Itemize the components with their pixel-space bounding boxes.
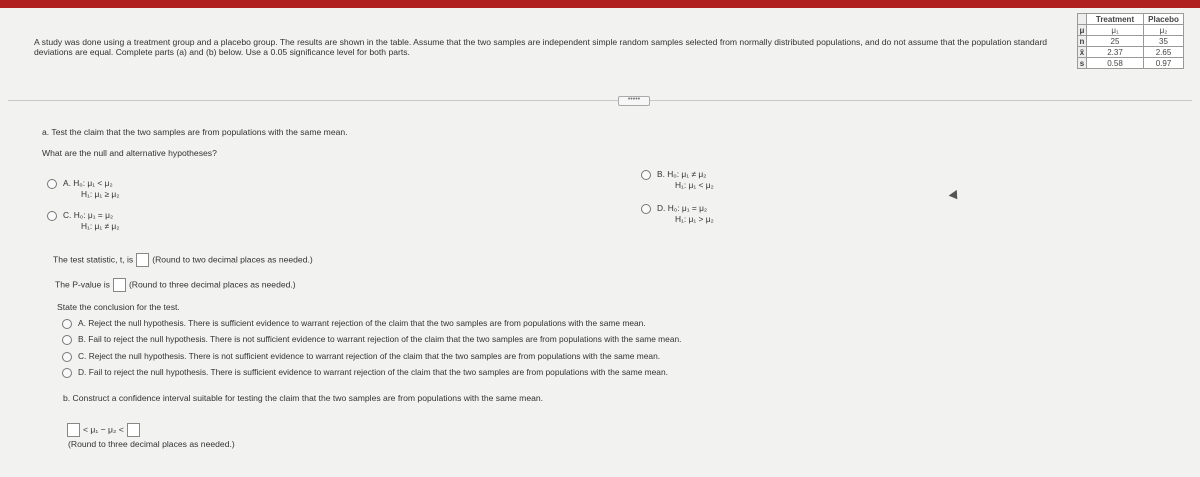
summary-statistics-table	[1077, 13, 1184, 69]
conclusion-radio-c[interactable]	[62, 352, 72, 362]
option-b-h0: H₀: μ₁ ≠ μ₂	[667, 169, 707, 179]
cell-xbar-treatment: 2.37	[1087, 47, 1144, 58]
ci-middle-label: < μ₁ − μ₂ <	[83, 424, 124, 435]
ci-lower-input[interactable]	[67, 423, 80, 437]
conclusion-option-c[interactable]: C. Reject the null hypothesis. There is not sufficient evidence to warrant rejection of the claim that the two samples are from populations with the same mean.	[62, 351, 660, 362]
conclusion-option-d[interactable]: D. Fail to reject the null hypothesis. There is sufficient evidence to warrant rejection of the claim that the two samples are from populations with the same mean.	[62, 367, 668, 378]
part-b-title: b. Construct a confidence interval suitable for testing the claim that the two samples are from populations with the same mean.	[63, 393, 544, 403]
radio-b[interactable]	[641, 170, 651, 180]
conclusion-option-b[interactable]: B. Fail to reject the null hypothesis. There is not sufficient evidence to warrant rejection of the claim that the two samples are from populations with the same mean.	[62, 334, 681, 345]
top-accent-bar	[0, 0, 1200, 8]
conclusion-radio-d[interactable]	[62, 368, 72, 378]
pvalue-row	[55, 278, 296, 292]
conclusion-radio-a[interactable]	[62, 319, 72, 329]
cell-n-treatment: 25	[1087, 36, 1144, 47]
cell-xbar-placebo: 2.65	[1144, 47, 1184, 58]
mouse-cursor-icon	[949, 190, 962, 202]
conclusion-radio-b[interactable]	[62, 335, 72, 345]
hypothesis-option-b[interactable]: B. H₀: μ₁ ≠ μ₂ H₁: μ₁ < μ₂	[641, 169, 714, 191]
radio-a[interactable]	[47, 179, 57, 189]
part-b-hint: (Round to three decimal places as needed.)	[68, 439, 235, 449]
option-b-h1: H₁: μ₁ < μ₂	[675, 180, 714, 190]
cell-mu-placebo: μ₂	[1144, 25, 1184, 36]
test-statistic-label: The test statistic, t, is	[53, 254, 134, 265]
expand-more-button[interactable]: •••••	[618, 96, 650, 106]
confidence-interval-row	[64, 423, 143, 437]
cell-s-placebo: 0.97	[1144, 58, 1184, 69]
cell-s-treatment: 0.58	[1087, 58, 1144, 69]
row-label-mu: μ	[1078, 25, 1087, 36]
pvalue-label: The P-value is	[55, 279, 110, 290]
row-label-s: s	[1078, 58, 1087, 69]
radio-d[interactable]	[641, 204, 651, 214]
option-d-h0: H₀: μ₁ = μ₂	[667, 203, 708, 213]
conclusion-question: State the conclusion for the test.	[57, 302, 180, 312]
part-a-title: a. Test the claim that the two samples are from populations with the same mean.	[42, 127, 348, 137]
cell-n-placebo: 35	[1144, 36, 1184, 47]
ci-upper-input[interactable]	[127, 423, 140, 437]
option-c-h1: H₁: μ₁ ≠ μ₂	[81, 221, 120, 231]
header-treatment: Treatment	[1087, 14, 1144, 25]
conclusion-option-a[interactable]: A. Reject the null hypothesis. There is sufficient evidence to warrant rejection of the claim that the two samples are from populations with the same mean.	[62, 318, 646, 329]
option-c-h0: H₀: μ₁ = μ₂	[73, 210, 114, 220]
test-statistic-hint: (Round to two decimal places as needed.)	[152, 254, 313, 265]
row-label-xbar: x̄	[1078, 47, 1087, 58]
row-label-n: n	[1078, 36, 1087, 47]
section-divider	[8, 100, 1192, 101]
test-statistic-row	[53, 253, 313, 267]
option-a-h0: H₀: μ₁ < μ₂	[73, 178, 113, 188]
pvalue-input[interactable]	[113, 278, 126, 292]
header-placebo: Placebo	[1144, 14, 1184, 25]
pvalue-hint: (Round to three decimal places as needed.)	[128, 279, 296, 290]
option-d-h1: H₁: μ₁ > μ₂	[675, 214, 714, 224]
problem-statement: A study was done using a treatment group and a placebo group. The results are shown in the table. Assume that the two samples are independent simple random samples selected from normally distributed populations, and do not assume that the population standard deviations are equal. Complete parts (a) and (b) below. Use a 0.05 significance level for both parts.	[34, 37, 1048, 57]
radio-c[interactable]	[47, 211, 57, 221]
cell-mu-treatment: μ₁	[1087, 25, 1144, 36]
test-statistic-input[interactable]	[136, 253, 149, 267]
hypothesis-option-a[interactable]: A. H₀: μ₁ < μ₂ H₁: μ₁ ≥ μ₂	[47, 178, 120, 200]
option-a-h1: H₁: μ₁ ≥ μ₂	[81, 189, 120, 199]
hypothesis-option-d[interactable]: D. H₀: μ₁ = μ₂ H₁: μ₁ > μ₂	[641, 203, 714, 225]
hypotheses-question: What are the null and alternative hypotheses?	[42, 148, 217, 158]
hypothesis-option-c[interactable]: C. H₀: μ₁ = μ₂ H₁: μ₁ ≠ μ₂	[47, 210, 120, 232]
